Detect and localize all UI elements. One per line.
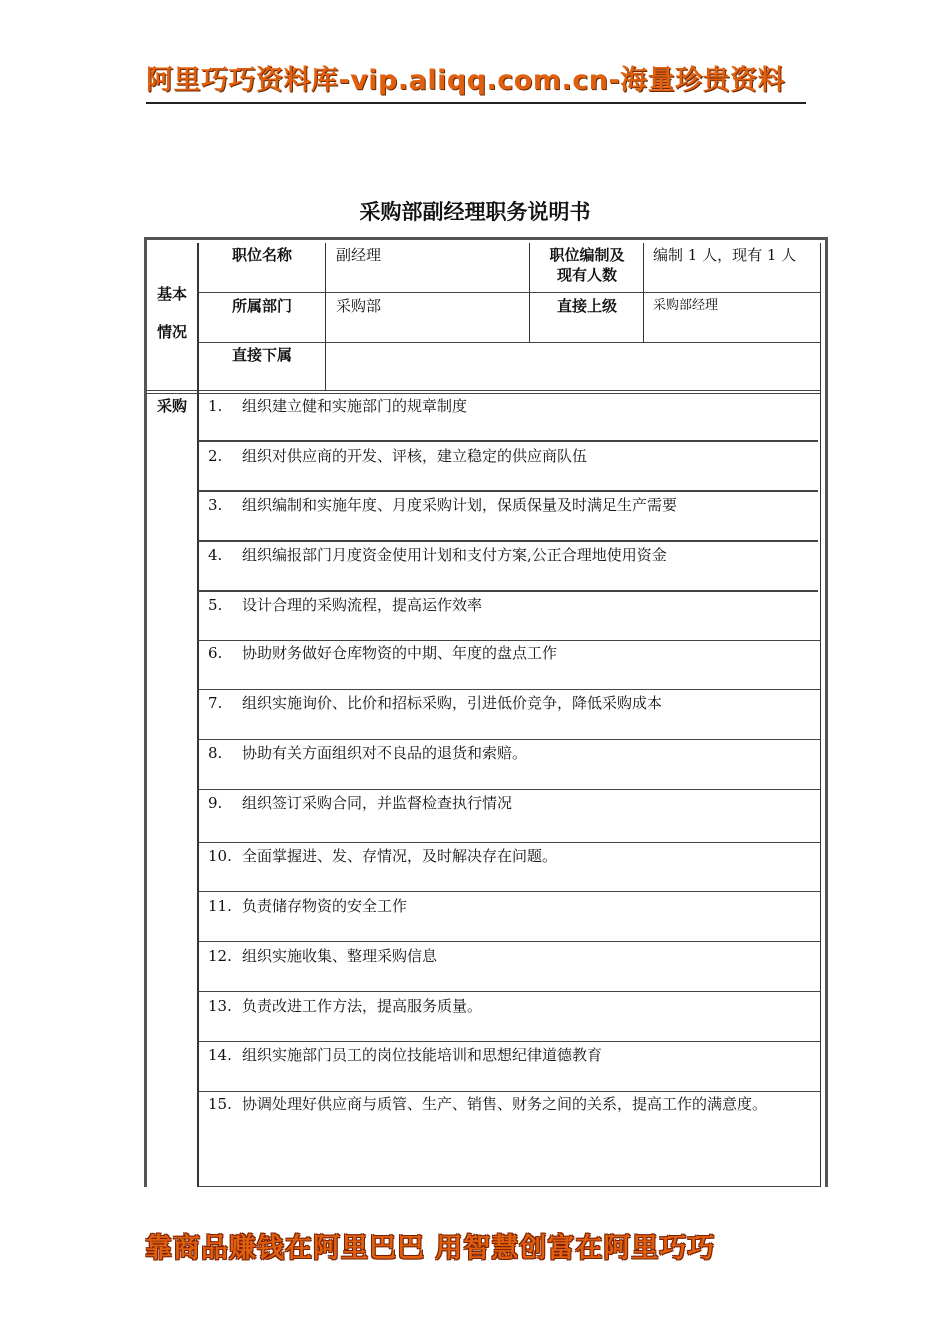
duty-text: 组织实施询价、比价和招标采购，引进低价竞争，降低采购成本 <box>242 694 663 712</box>
section-label-line: 情况 <box>156 323 187 341</box>
footer-banner: 靠商品赚钱在阿里巴巴 用智慧创富在阿里巧巧 <box>145 1233 716 1264</box>
superior-value: 采购部经理 <box>653 298 719 313</box>
duty-number: 11. <box>208 897 232 915</box>
duty-number: 6. <box>208 644 223 662</box>
table-divider <box>198 540 818 542</box>
duty-number: 5. <box>208 596 223 614</box>
duty-number: 9. <box>208 794 223 812</box>
table-divider <box>198 1041 821 1042</box>
table-divider <box>197 243 199 1187</box>
table-divider <box>820 243 821 1187</box>
duty-text: 组织实施部门员工的岗位技能培训和思想纪律道德教育 <box>242 1046 603 1064</box>
table-divider <box>198 991 821 992</box>
table-divider <box>198 789 821 790</box>
duty-number: 13. <box>208 997 232 1015</box>
position-name-label: 职位名称 <box>231 246 292 264</box>
duty-item <box>208 545 820 565</box>
table-divider <box>147 393 821 394</box>
duty-text: 组织建立健和实施部门的规章制度 <box>242 397 468 415</box>
table-divider <box>198 342 821 343</box>
table-divider <box>198 590 818 592</box>
headcount-label-line: 现有人数 <box>556 266 617 284</box>
department-value: 采购部 <box>336 297 382 315</box>
headcount-value: 编制 1 人，现有 1 人 <box>653 246 797 264</box>
table-divider <box>198 292 821 293</box>
duty-number: 15. <box>208 1095 232 1113</box>
position-name-value: 副经理 <box>336 246 382 264</box>
duty-number: 3. <box>208 496 223 514</box>
duties-section-label: 采购 <box>156 397 187 415</box>
header-banner: 阿里巧巧资料库-vip.aliqq.com.cn-海量珍贵资料 <box>146 62 806 104</box>
table-divider <box>198 941 821 942</box>
duty-item <box>208 793 820 813</box>
duty-item <box>208 743 820 763</box>
duty-number: 7. <box>208 694 223 712</box>
duty-number: 12. <box>208 947 232 965</box>
duty-text: 协调处理好供应商与质管、生产、销售、财务之间的关系，提高工作的满意度。 <box>242 1095 768 1113</box>
duty-number: 1. <box>208 397 223 415</box>
section-label-line: 基本 <box>156 285 187 303</box>
table-divider <box>198 440 818 442</box>
duty-text: 组织对供应商的开发、评核，建立稳定的供应商队伍 <box>242 447 588 465</box>
duty-text: 负责储存物资的安全工作 <box>242 897 408 915</box>
duty-text: 组织实施收集、整理采购信息 <box>242 947 438 965</box>
duty-number: 4. <box>208 546 223 564</box>
department-label: 所属部门 <box>231 297 292 315</box>
duty-item <box>208 495 820 515</box>
table-divider <box>147 390 821 391</box>
document-title: 采购部副经理职务说明书 <box>359 200 591 224</box>
table-divider <box>198 689 821 690</box>
duty-text: 设计合理的采购流程，提高运作效率 <box>242 596 483 614</box>
duty-item <box>208 896 820 916</box>
duty-item <box>208 996 820 1016</box>
subordinate-label: 直接下属 <box>231 346 292 364</box>
duty-item <box>208 1085 820 1123</box>
headcount-label <box>531 245 643 285</box>
table-divider <box>198 891 821 892</box>
basic-info-section-label <box>148 275 196 351</box>
duty-number: 14. <box>208 1046 232 1064</box>
duty-item <box>208 396 820 416</box>
table-divider <box>198 490 818 492</box>
superior-label: 直接上级 <box>556 297 617 315</box>
table-divider <box>198 739 821 740</box>
duty-item <box>208 595 820 615</box>
duty-item <box>208 1045 820 1065</box>
duty-text: 协助有关方面组织对不良品的退货和索赔。 <box>242 744 528 762</box>
table-divider <box>325 243 326 391</box>
duty-item <box>208 846 820 866</box>
duty-number: 10. <box>208 847 232 865</box>
duty-text: 组织编制和实施年度、月度采购计划，保质保量及时满足生产需要 <box>242 496 678 514</box>
duty-item <box>208 693 820 713</box>
duty-text: 全面掌握进、发、存情况，及时解决存在问题。 <box>242 847 558 865</box>
duty-number: 8. <box>208 744 223 762</box>
table-divider <box>198 1186 821 1187</box>
duty-item <box>208 643 820 663</box>
duty-item <box>208 946 820 966</box>
duty-text: 负责改进工作方法，提高服务质量。 <box>242 997 483 1015</box>
table-divider <box>198 640 821 641</box>
duty-text: 组织编报部门月度资金使用计划和支付方案,公正合理地使用资金 <box>242 546 667 564</box>
duty-number: 2. <box>208 447 223 465</box>
duty-text: 组织签订采购合同，并监督检查执行情况 <box>242 794 513 812</box>
headcount-label-line: 职位编制及 <box>549 246 625 264</box>
duty-item <box>208 446 820 466</box>
duty-text: 协助财务做好仓库物资的中期、年度的盘点工作 <box>242 644 558 662</box>
table-divider <box>198 842 821 843</box>
